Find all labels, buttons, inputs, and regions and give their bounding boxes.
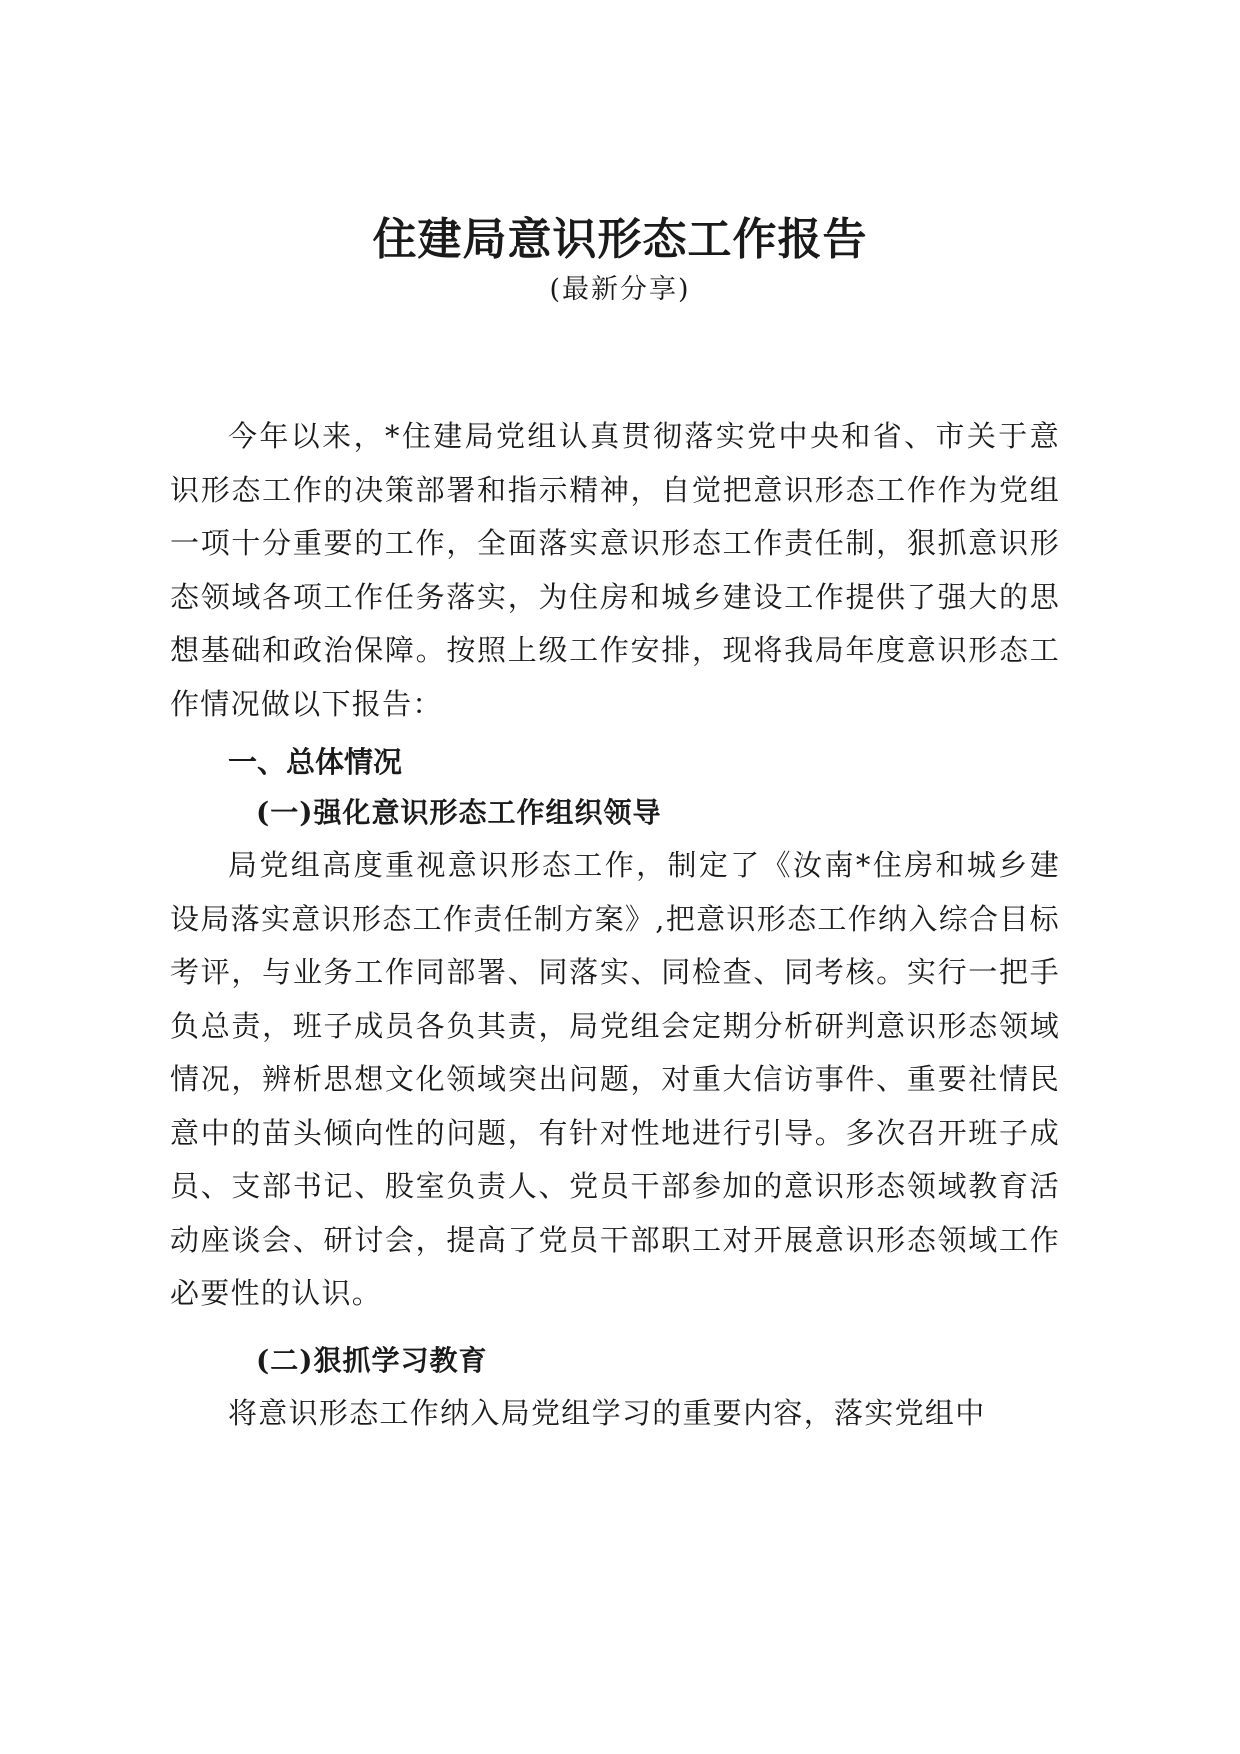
document-subtitle: (最新分享) — [549, 274, 691, 305]
document-title: 住建局意识形态工作报告 — [372, 214, 868, 265]
leadership-paragraph: 局党组高度重视意识形态工作，制定了《汝南*住房和城乡建设局落实意识形态工作责任制方案》,把意识形态工作纳入综合目标考评，与业务工作同部署、同落实、同检查、同考核。实行一把手负总责，班子成员各负其责，局党组会定期分析研判意识形态领域情况，辨析思想文化领域突出问题，对重大信访事件、重要社情民意中的苗头倾向性的问题，有针对性地进行引导。多次召开班子成员、支部书记、股室负责人、党员干部参加的意识形态领域教育活动座谈会、研讨会，提高了党员干部职工对开展意识形态领域工作必要性的认识。 — [170, 848, 1060, 1310]
section-heading-overview: 一、总体情况 — [228, 745, 403, 779]
subsection-heading-study: (二)狠抓学习教育 — [256, 1343, 488, 1377]
document-body — [170, 410, 1060, 1440]
intro-paragraph: 今年以来，*住建局党组认真贯彻落实党中央和省、市关于意识形态工作的决策部署和指示精神，自觉把意识形态工作作为党组一项十分重要的工作，全面落实意识形态工作责任制，狠抓意识形态领域各项工作任务落实，为住房和城乡建设工作提供了强大的思想基础和政治保障。按照上级工作安排，现将我局年度意识形态工作情况做以下报告： — [170, 419, 1060, 721]
study-paragraph: 将意识形态工作纳入局党组学习的重要内容，落实党组中 — [228, 1395, 986, 1430]
subsection-heading-leadership: (一)强化意识形态工作组织领导 — [256, 796, 662, 829]
